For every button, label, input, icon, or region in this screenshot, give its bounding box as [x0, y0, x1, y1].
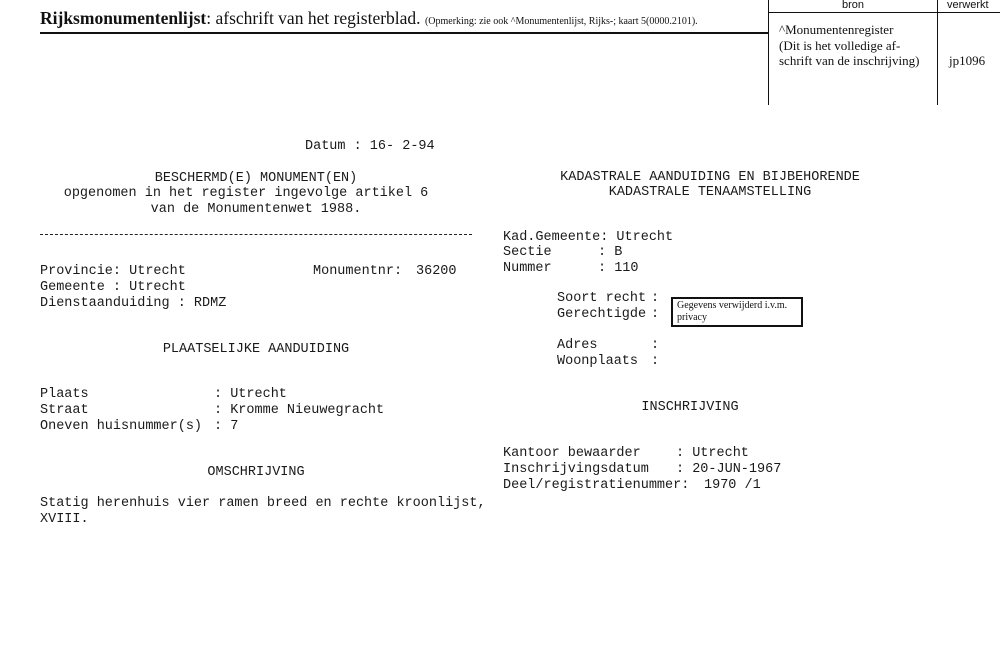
monumentnr-value: 36200: [416, 264, 457, 279]
title-bold: Rijksmonumentenlijst: [40, 8, 207, 28]
inschrijvingsdatum-label: Inschrijvingsdatum: [503, 462, 649, 477]
sectie-value: : B: [598, 245, 623, 260]
gemeente-field: Gemeente : Utrecht: [40, 280, 186, 295]
provincie-field: Provincie: Utrecht: [40, 264, 186, 279]
omschrijving-line: Statig herenhuis vier ramen breed en rechte kroonlijst,: [40, 496, 486, 511]
nummer-value: : 110: [598, 261, 639, 276]
bron-line: ^Monumentenregister: [779, 22, 894, 37]
header-note: (Opmerking: zie ook ^Monumentenlijst, Rijks-; kaart 5(0000.2101).: [424, 16, 698, 27]
tenaamstelling-heading: KADASTRALE TENAAMSTELLING: [608, 185, 812, 200]
bron-text: [779, 22, 919, 69]
gerechtigde-label: Gerechtigde: [557, 307, 647, 322]
plaats-value: : Utrecht: [214, 387, 287, 402]
sectie-label: Sectie: [503, 245, 552, 260]
inschrijvingsdatum-value: : 20-JUN-1967: [676, 462, 782, 477]
adres-label: Adres: [557, 338, 598, 353]
register-heading: opgenomen in het register ingevolge artikel 6: [63, 186, 429, 201]
huisnummer-label: Oneven huisnummer(s): [40, 419, 203, 434]
dashed-separator: [40, 234, 472, 235]
header-rule: [40, 32, 768, 34]
plaatselijke-heading: PLAATSELIJKE AANDUIDING: [162, 342, 350, 357]
box-divider-right: [937, 0, 938, 105]
kantoor-value: : Utrecht: [676, 446, 749, 461]
privacy-redaction-box: [671, 297, 803, 327]
dienstaanduiding-field: Dienstaanduiding : RDMZ: [40, 296, 227, 311]
inschrijving-heading: INSCHRIJVING: [641, 400, 739, 415]
redaction-line: privacy: [677, 311, 707, 323]
box-divider-left: [768, 0, 769, 105]
omschrijving-line: XVIII.: [40, 512, 89, 527]
verwerkt-column-head: verwerkt: [947, 0, 989, 11]
omschrijving-heading: OMSCHRIJVING: [207, 465, 305, 480]
nummer-label: Nummer: [503, 261, 552, 276]
datum-line: Datum : 16- 2-94: [305, 139, 435, 154]
straat-label: Straat: [40, 403, 89, 418]
plaats-label: Plaats: [40, 387, 89, 402]
kadastrale-heading: KADASTRALE AANDUIDING EN BIJBEHORENDE: [560, 170, 860, 185]
bron-line: schrift van de inschrijving): [779, 53, 920, 68]
box-header-rule: [768, 12, 1000, 13]
soort-recht-colon: :: [651, 291, 660, 306]
bron-line: (Dit is het volledige af-: [779, 37, 901, 53]
title-rest: : afschrift van het registerblad.: [206, 8, 421, 28]
bron-column-head: bron: [842, 0, 865, 11]
huisnummer-value: : 7: [214, 419, 239, 434]
woonplaats-label: Woonplaats: [557, 354, 639, 369]
woonplaats-colon: :: [651, 354, 660, 369]
monumentnr-label: Monumentnr:: [313, 264, 403, 279]
page-title: [40, 8, 698, 29]
verwerkt-value: jp1096: [949, 53, 986, 68]
redaction-line: Gegevens verwijderd i.v.m.: [677, 300, 788, 311]
straat-value: : Kromme Nieuwegracht: [214, 403, 385, 418]
deel-value: 1970 /1: [704, 478, 761, 493]
soort-recht-label: Soort recht: [557, 291, 647, 306]
kad-gemeente-field: Kad.Gemeente: Utrecht: [503, 230, 674, 245]
gerechtigde-colon: :: [651, 307, 660, 322]
monumentenwet-heading: van de Monumentenwet 1988.: [150, 202, 362, 217]
monument-heading: BESCHERMD(E) MONUMENT(EN): [154, 171, 358, 186]
kantoor-label: Kantoor bewaarder: [503, 446, 641, 461]
deel-label: Deel/registratienummer:: [503, 478, 690, 493]
adres-colon: :: [651, 338, 660, 353]
